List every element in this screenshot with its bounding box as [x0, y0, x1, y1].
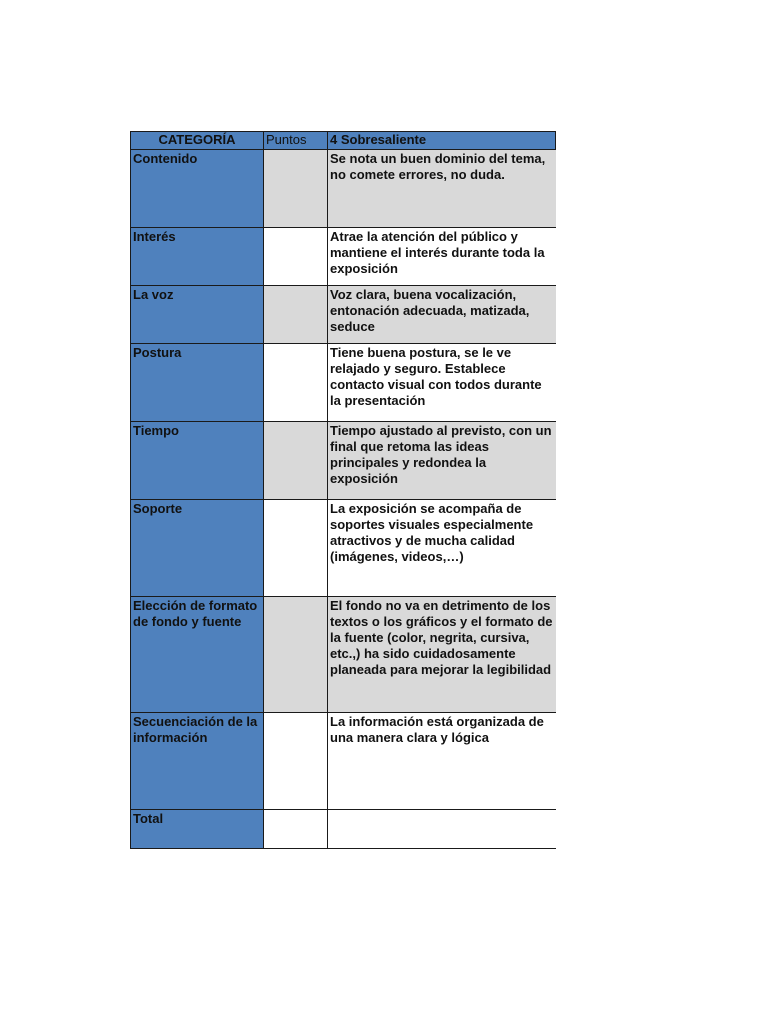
description-cell: Se nota un buen dominio del tema, no comete errores, no duda.: [328, 150, 556, 228]
points-cell[interactable]: [264, 422, 328, 500]
description-cell: Atrae la atención del público y mantiene el interés durante toda la exposición: [328, 228, 556, 286]
table-row: [131, 286, 556, 344]
category-cell: Soporte: [131, 500, 264, 597]
table-row: [131, 597, 556, 713]
table-row: [131, 500, 556, 597]
rubric-table: [130, 131, 556, 849]
category-cell: Interés: [131, 228, 264, 286]
total-description-cell: [328, 810, 556, 849]
category-cell: Tiempo: [131, 422, 264, 500]
header-category: CATEGORÍA: [131, 132, 264, 150]
total-label-cell: Total: [131, 810, 264, 849]
description-cell: Tiempo ajustado al previsto, con un final que retoma las ideas principales y redondea la exposición: [328, 422, 556, 500]
category-cell: La voz: [131, 286, 264, 344]
points-cell[interactable]: [264, 713, 328, 810]
table-row-total: [131, 810, 556, 849]
description-cell: Tiene buena postura, se le ve relajado y seguro. Establece contacto visual con todos durante la presentación: [328, 344, 556, 422]
header-row: [131, 132, 556, 150]
category-cell: Contenido: [131, 150, 264, 228]
category-cell: Elección de formato de fondo y fuente: [131, 597, 264, 713]
header-level: 4 Sobresaliente: [328, 132, 556, 150]
description-cell: Voz clara, buena vocalización, entonación adecuada, matizada, seduce: [328, 286, 556, 344]
description-cell: El fondo no va en detrimento de los textos o los gráficos y el formato de la fuente (color, negrita, cursiva, etc.,) ha sido cuidadosamente planeada para mejorar la legibilidad: [328, 597, 556, 713]
points-cell[interactable]: [264, 150, 328, 228]
points-cell[interactable]: [264, 228, 328, 286]
total-points-cell[interactable]: [264, 810, 328, 849]
header-points: Puntos: [264, 132, 328, 150]
points-cell[interactable]: [264, 597, 328, 713]
description-cell: La información está organizada de una manera clara y lógica: [328, 713, 556, 810]
table-row: [131, 422, 556, 500]
points-cell[interactable]: [264, 500, 328, 597]
points-cell[interactable]: [264, 286, 328, 344]
category-cell: Postura: [131, 344, 264, 422]
category-cell: Secuenciación de la información: [131, 713, 264, 810]
table-row: [131, 228, 556, 286]
table-row: [131, 713, 556, 810]
description-cell: La exposición se acompaña de soportes visuales especialmente atractivos y de mucha calidad (imágenes, videos,…): [328, 500, 556, 597]
table-row: [131, 344, 556, 422]
points-cell[interactable]: [264, 344, 328, 422]
table-row: [131, 150, 556, 228]
